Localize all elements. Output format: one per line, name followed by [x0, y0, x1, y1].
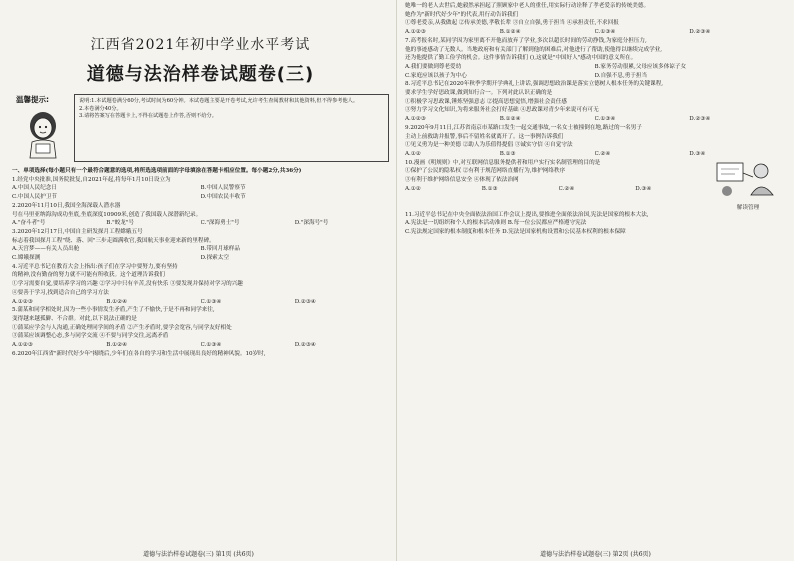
question-2: 2.2020年11月10日,我国全海深载人潜水器	[12, 202, 121, 209]
exam-page-2	[397, 0, 794, 561]
options-q11-row2: C.宪法规定国家的根本制度和根本任务 D.宪法是国家机构设置和公民基本权利的根本保障	[405, 229, 626, 236]
question-text: ①保护了公民的隐私权 ②有利于规范网络直播行为,维护网络秩序	[405, 168, 566, 175]
question-10-block	[405, 159, 784, 211]
question-text: 主动上前救助并报警,事后不留姓名就离开了。这一事例告诉我们	[405, 133, 564, 140]
option-d: D.③④	[635, 185, 652, 192]
options-q1-row1	[12, 184, 389, 193]
question-text: ①积极学习思政课,锤炼坚强意志 ②提高思想觉悟,增强社会责任感	[405, 98, 567, 105]
question-9: 9.2020年9月11日,江苏省南京市某路口发生一起交通事故,一名女士被撞倒在地,路过的一名男子	[405, 124, 642, 131]
option-c: C.②④	[558, 185, 575, 192]
question-4: 4.习近平总书记在教育大会上指出:孩子们在学习中要努力,要有坚持	[12, 263, 178, 270]
option-c: C.①③④	[200, 298, 222, 305]
question-10: 10.漫画《明规则》中,对互联网信息服务提供者和用户实行实名制管理的目的是	[405, 159, 601, 166]
question-text: ①见义勇为是一种美德 ②助人为乐值得提倡 ③诚实守信 ④自觉守法	[405, 142, 573, 149]
options-q4	[12, 298, 389, 307]
page-footer: 道德与法治样卷试题卷(三) 第2页 (共6页)	[540, 551, 651, 558]
note-line: 3.请将答案写在答题卡上,不得在试题卷上作答,否则不给分。	[79, 113, 217, 120]
options-q11-row1: A.宪法是一切组织和个人的根本活动准则 B.每一位公民都应严格遵守宪法	[405, 220, 587, 227]
question-text: ④要善于学习,找到适合自己的学习方法	[12, 289, 109, 296]
option-a: A.①②	[405, 150, 421, 157]
mascot-illustration-icon	[22, 108, 64, 160]
cartoon-caption: 解读管理	[736, 204, 760, 211]
option-a: A.①②③	[405, 29, 426, 36]
option-b: B.①②④	[499, 116, 521, 123]
option-d: D."深海号"号	[294, 220, 329, 227]
option-b: B."蛟龙"号	[106, 220, 135, 227]
note-line: 2.本卷满分40分。	[79, 105, 122, 112]
option-a: A.①②③	[12, 298, 33, 305]
question-1: 1.经党中央批准,国务院批复,自2021年起,将每年1月10日设立为	[12, 176, 171, 183]
cartoon-figure	[712, 159, 784, 211]
option-c: C.①③④	[594, 116, 616, 123]
question-11: 11.习近平总书记在中央全面依法治国工作会议上提出,要推进全面依法治国,宪法是国家的根本大法,	[405, 211, 649, 218]
question-text: ①尊老爱亲,从我做起 ②传承美德,孝敬长辈 ③自立自强,勇于担当 ④承担责任,不求回报	[405, 20, 619, 27]
section-heading: 一、单项选择(每小题只有一个最符合题意的选项,将所选选项前面的字母填涂在答题卡相应位置。每小题2分,共36分)	[12, 168, 302, 174]
question-text: ①蒲某应学会与人沟通,正确处理同学间的矛盾 ②产生矛盾时,要学会宽容,与同学友好相处	[12, 324, 232, 331]
question-text: 他的事迹感动了无数人。当地政府和有关部门了解到他的困难后,对他进行了帮助,使他得以继续完成学业,	[405, 46, 663, 53]
question-10-text	[405, 159, 712, 211]
option-d: D.②③④	[689, 29, 711, 36]
option-d: D.自强不息,勇于担当	[594, 72, 648, 79]
option-d: D.中国农民丰收节	[200, 194, 246, 201]
option-a: A.①②	[405, 185, 421, 192]
page-footer: 道德与法治样卷试题卷(三) 第1页 (共6页)	[143, 551, 254, 558]
options-q3-row1	[12, 245, 389, 254]
question-5: 5.蒲某和同学相处时,因为一些小事情发生矛盾,产生了不愉快,于是不再和同学来往,	[12, 307, 215, 314]
option-a: A."奋斗者"号	[12, 220, 46, 227]
tips-header	[12, 94, 74, 162]
option-a: A.天宫梦——有关人员出舱	[12, 246, 80, 253]
question-text: 要求学生学好思政课,做到知行合一。下列对此认识正确的是	[405, 90, 553, 97]
option-b: B.①③	[499, 150, 516, 157]
option-d: D.②③④	[294, 342, 316, 349]
option-c: C.家庭应该以孩子为中心	[405, 72, 467, 79]
question-text: 变得越来越孤僻、不合群。对此,以下说法正确的是	[12, 315, 137, 322]
question-7: 7.高考报名时,某同学因为家里离不开他而放弃了学业,多次以超长时间的劳动挣钱,为家庭分担压力,	[405, 37, 647, 44]
cartoon-illustration-icon	[713, 159, 783, 199]
question-text: 她唯一的老人去世后,她毅然承担起了照顾家中老人的重任,用实际行动诠释了孝老爱亲的传统美德。	[405, 3, 650, 9]
option-b: B.①②④	[499, 29, 521, 36]
question-text: 还为他提供了勤工俭学的机会。这件事情告诉我们 (),这就是"中国好人"感动中国的意义所在。	[405, 55, 637, 62]
option-b: B.带回月球样品	[200, 246, 240, 253]
option-c: C.①③④	[200, 342, 222, 349]
question-8: 8.习近平总书记在2020年秋季学期开学典礼上讲话,强调思想政治课是落实立德树人根本任务的关键课程,	[405, 81, 664, 88]
options-q8	[405, 115, 784, 124]
options-q1-row2	[12, 193, 389, 202]
exam-notes	[74, 94, 389, 162]
question-text: ③努力学习文化知识,为将来服务社会打好基础 ④思政课对青少年来说可有可无	[405, 107, 599, 114]
options-q10	[405, 185, 712, 194]
question-text: ③有利于维护网络信息安全 ④体现了依法治网	[405, 177, 519, 184]
option-a: A.①②③	[12, 342, 33, 349]
option-b: B.①③	[481, 185, 498, 192]
option-c: C.②④	[594, 150, 611, 157]
option-c: C.①③④	[594, 29, 616, 36]
question-text: ①学习需要自觉,要培养学习的兴趣 ②学习中只有辛苦,没有快乐 ③要发现并保持对学习的兴趣	[12, 281, 243, 288]
question-6: 6.2020年江西省"新时代好少年"揭晓后,少年们在各自的学习和生活中展现出良好的精神风貌。10岁时,	[12, 350, 266, 357]
options-q3-row2	[12, 254, 389, 263]
note-line: 说明:1.本试题卷满分60分,考试时间为60分钟。本试卷题主要是开卷考试,允许考生查阅教材和其他资料,但不得参考他人。	[79, 98, 359, 104]
option-d: D.探索太空	[200, 255, 229, 262]
options-q6	[405, 28, 784, 37]
option-b: B.中国人民警察节	[200, 185, 246, 192]
options-q5	[12, 341, 389, 350]
option-b: B.①②④	[106, 342, 128, 349]
option-a: A.中国人民纪念日	[12, 185, 57, 192]
question-text: 的精神,没有勤奋的努力就不可能有所收获。这个道理告诉我们	[12, 272, 165, 279]
options-q9	[405, 150, 784, 159]
options-q7-row1	[405, 63, 784, 72]
option-c: C.中国人民护卫节	[12, 194, 58, 201]
options-q7-row2	[405, 72, 784, 81]
option-d: D.②③④	[689, 116, 711, 123]
tips-box	[12, 94, 389, 162]
option-c: C.嫦娥探测	[12, 255, 41, 262]
option-b: B.家务劳动很累,父母应该多体谅子女	[594, 63, 687, 70]
option-c: C."深海勇士"号	[200, 220, 240, 227]
option-b: B.①②④	[106, 298, 128, 305]
question-text: 号在马里亚纳海沟成功坐底,坐底深度10909米,创造了我国载人深潜新纪录。	[12, 211, 202, 218]
option-d: D.③④	[689, 150, 706, 157]
question-text: ③蒲某应该调整心态,多与同学交流 ④不要与同学交往,远离矛盾	[12, 333, 169, 340]
option-a: A.我们要做到尊老爱幼	[405, 63, 462, 70]
question-text: 她作为"新时代好少年"的代表,用行动告诉我们	[405, 11, 519, 18]
options-q2	[12, 219, 389, 228]
exam-title: 江西省2021年初中学业水平考试	[90, 37, 311, 53]
tips-title: 温馨提示:	[16, 95, 49, 104]
option-d: D.②③④	[294, 298, 316, 305]
option-a: A.①②③	[405, 116, 426, 123]
question-text: 标志着我国探月工程"绕、落、回"三步走圆满收官,我国航天事业迎来新的里程碑。	[12, 237, 215, 244]
exam-subtitle: 道德与法治样卷试题卷(三)	[86, 64, 315, 85]
question-3: 3.2020年12月17日,中国自主研发探月工程嫦娥五号	[12, 228, 143, 235]
